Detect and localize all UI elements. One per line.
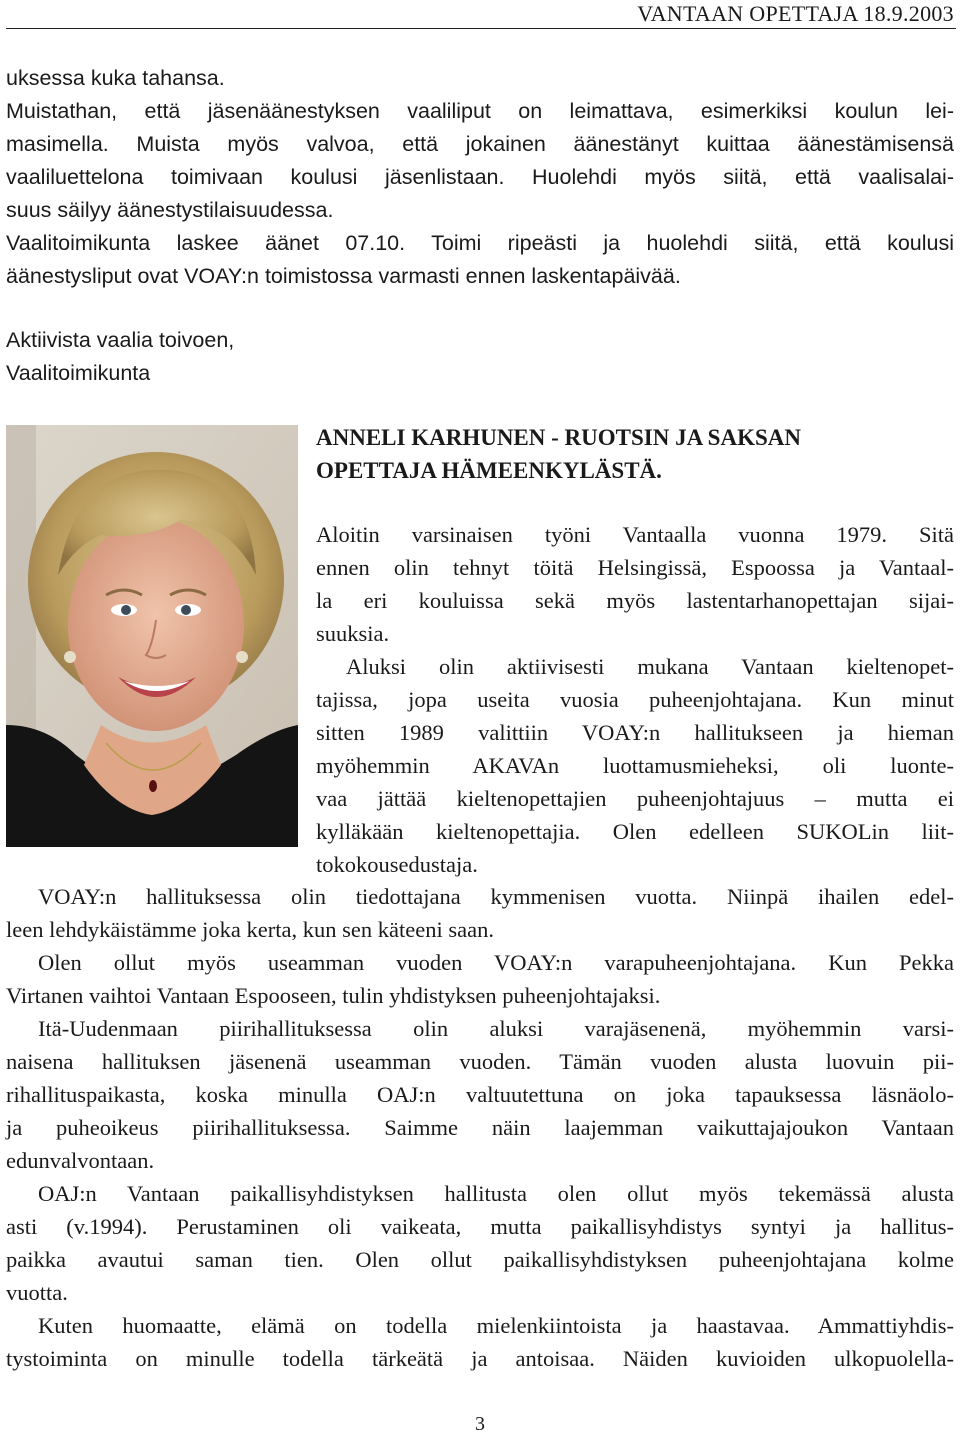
notice-line: vaaliluettelona toimivaan koulusi jäsenlistaan. Huolehdi myös siitä, että vaalisalai- — [6, 165, 954, 189]
article-line: ja puheoikeus piirihallituksessa. Saimme näin laajemman vaikuttajajoukon Vantaan — [6, 1115, 954, 1140]
signoff-greeting: Aktiivista vaalia toivoen, — [6, 328, 235, 352]
article-line: VOAY:n hallituksessa olin tiedottajana kymmenisen vuotta. Niinpä ihailen edel- — [38, 884, 954, 909]
article-line: tajissa, jopa useita vuosia puheenjohtajana. Kun minut — [316, 687, 954, 712]
article-line: Aluksi olin aktiivisesti mukana Vantaan kieltenopet- — [346, 654, 954, 679]
article-line: Virtanen vaihtoi Vantaan Espooseen, tulin yhdistyksen puheenjohtajaksi. — [6, 983, 661, 1008]
article-line: Aloitin varsinaisen työni Vantaalla vuonna 1979. Sitä — [316, 522, 954, 547]
article-line: tokokousedustaja. — [316, 852, 478, 877]
header-rule — [6, 28, 956, 29]
article-line: vuotta. — [6, 1280, 68, 1305]
article-line: Kuten huomaatte, elämä on todella mielenkiintoista ja haastavaa. Ammattiyhdis- — [38, 1313, 954, 1338]
article-line: kylläkään kieltenopettajia. Olen edelleen SUKOLin liit- — [316, 819, 954, 844]
signoff-signature: Vaalitoimikunta — [6, 361, 151, 385]
article-line: tystoiminta on minulle todella tärkeätä ja antoisaa. Näiden kuvioiden ulkopuolella- — [6, 1346, 954, 1371]
article-line: Itä-Uudenmaan piirihallituksessa olin aluksi varajäsenenä, myöhemmin varsi- — [38, 1016, 954, 1041]
notice-line: Muistathan, että jäsenäänestyksen vaaliliput on leimattava, esimerkiksi koulun lei- — [6, 99, 954, 123]
article-line: suuksia. — [316, 621, 390, 646]
article-line: edunvalvontaan. — [6, 1148, 155, 1173]
article-line: rihallituspaikasta, koska minulla OAJ:n valtuutettuna on joka tapauksessa läsnäolo- — [6, 1082, 954, 1107]
heading-line: OPETTAJA HÄMEENKYLÄSTÄ. — [316, 458, 662, 483]
article-line: paikka avautui saman tien. Olen ollut paikallisyhdistyksen puheenjohtajana kolme — [6, 1247, 954, 1272]
running-header: VANTAAN OPETTAJA 18.9.2003 — [637, 1, 954, 26]
notice-line: äänestysliput ovat VOAY:n toimistossa varmasti ennen laskentapäivää. — [6, 264, 681, 288]
notice-line: suus säilyy äänestystilaisuudessa. — [6, 198, 334, 222]
article-line: leen lehdykäistämme joka kerta, kun sen käteeni saan. — [6, 917, 494, 942]
notice-line: uksessa kuka tahansa. — [6, 66, 225, 90]
article-line: vaa jättää kieltenopettajien puheenjohtajuus – mutta ei — [316, 786, 954, 811]
article-line: OAJ:n Vantaan paikallisyhdistyksen hallitusta olen ollut myös tekemässä alusta — [38, 1181, 954, 1206]
article-line: ennen olin tehnyt töitä Helsingissä, Espoossa ja Vantaal- — [316, 555, 954, 580]
notice-line: masimella. Muista myös valvoa, että jokainen äänestänyt kuittaa äänestämisensä — [6, 132, 954, 156]
notice-line: Vaalitoimikunta laskee äänet 07.10. Toimi ripeästi ja huolehdi siitä, että koulusi — [6, 231, 954, 255]
article-line: myöhemmin AKAVAn luottamusmieheksi, oli luonte- — [316, 753, 954, 778]
page-number: 3 — [475, 1413, 485, 1435]
article-line: Olen ollut myös useamman vuoden VOAY:n varapuheenjohtajana. Kun Pekka — [38, 950, 954, 975]
article-line: naisena hallituksen jäsenenä useamman vuoden. Tämän vuoden alusta luovuin pii- — [6, 1049, 954, 1074]
article-line: sitten 1989 valittiin VOAY:n hallitukseen ja hieman — [316, 720, 954, 745]
portrait-photo — [6, 425, 298, 847]
article-line: asti (v.1994). Perustaminen oli vaikeata, mutta paikallisyhdistys syntyi ja hallitus- — [6, 1214, 954, 1239]
article-line: la eri kouluissa sekä myös lastentarhanopettajan sijai- — [316, 588, 954, 613]
heading-line: ANNELI KARHUNEN - RUOTSIN JA SAKSAN — [316, 425, 801, 450]
